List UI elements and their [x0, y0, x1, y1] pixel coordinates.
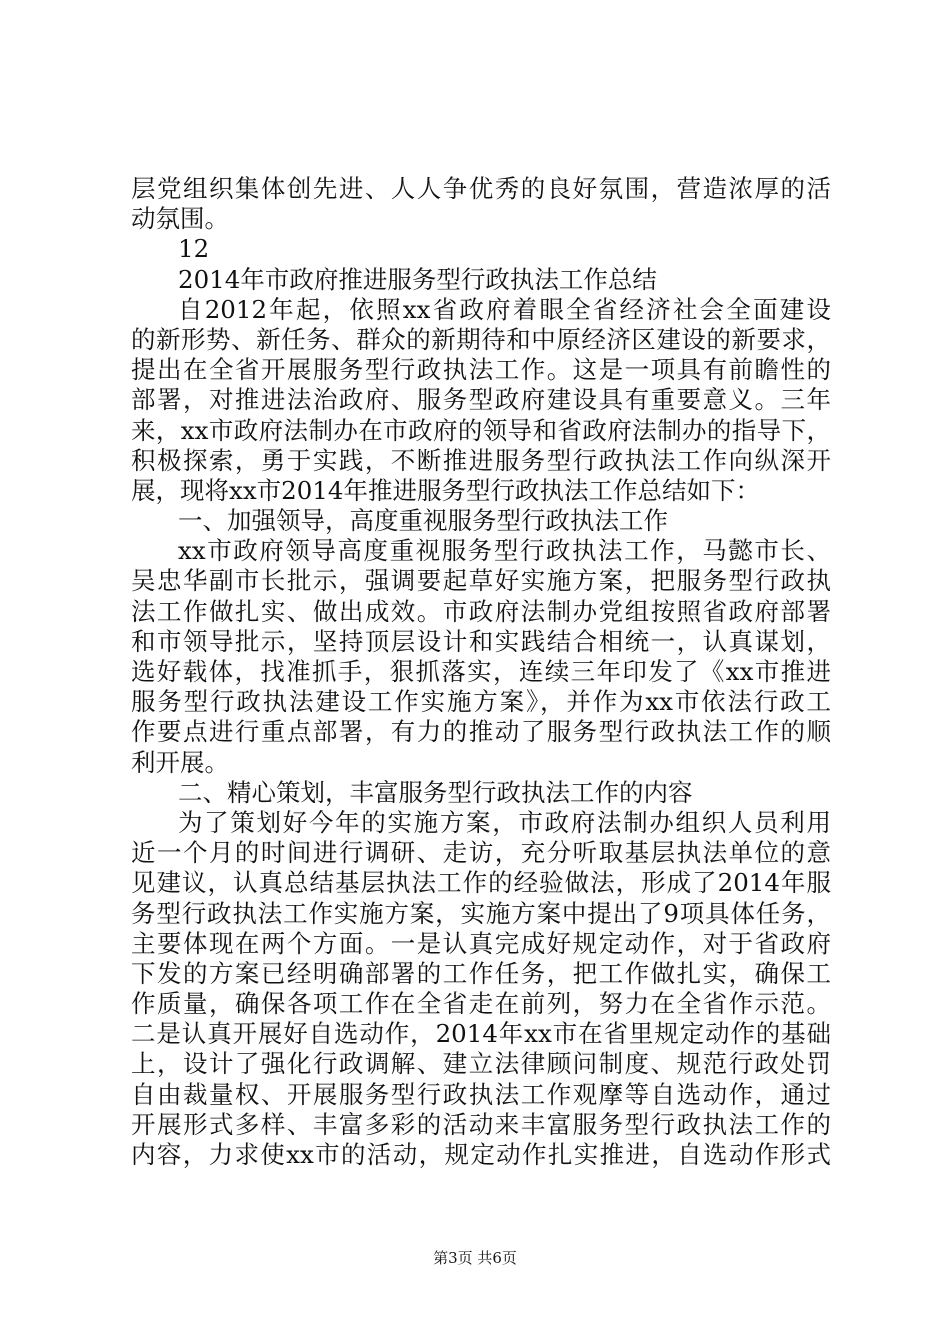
text-line: 二是认真开展好自选动作，2014年xx市在省里规定动作的基础 [131, 1019, 831, 1049]
text-line: 主要体现在两个方面。一是认真完成好规定动作，对于省政府 [131, 928, 831, 958]
text-line: 部署，对推进法治政府、服务型政府建设具有重要意义。三年 [131, 385, 831, 415]
text-line: 动氛围。 [131, 204, 229, 234]
text-line: 积极探索，勇于实践，不断推进服务型行政执法工作向纵深开 [131, 445, 831, 475]
text-line: 提出在全省开展服务型行政执法工作。这是一项具有前瞻性的 [131, 355, 831, 385]
text-line: 来，xx市政府法制办在市政府的领导和省政府法制办的指导下， [131, 415, 831, 445]
text-line: 自2012年起，依照xx省政府着眼全省经济社会全面建设 [178, 294, 831, 324]
text-line: 开展形式多样、丰富多彩的活动来丰富服务型行政执法工作的 [131, 1109, 831, 1139]
text-line: 下发的方案已经明确部署的工作任务，把工作做扎实，确保工 [131, 958, 831, 988]
text-line: 内容，力求使xx市的活动，规定动作扎实推进，自选动作形式 [131, 1140, 831, 1169]
document-body [131, 174, 831, 1170]
text-line: 吴忠华副市长批示，强调要起草好实施方案，把服务型行政执 [131, 566, 831, 596]
text-line: 作质量，确保各项工作在全省走在前列，努力在全省作示范。 [131, 989, 831, 1019]
text-line: 务型行政执法工作实施方案，实施方案中提出了9项具体任务， [131, 898, 831, 928]
text-line: 12 [178, 234, 210, 264]
text-line: 选好载体，找准抓手，狠抓落实，连续三年印发了《xx市推进 [131, 657, 831, 686]
text-line: 为了策划好今年的实施方案，市政府法制办组织人员利用 [178, 807, 831, 837]
text-line: 服务型行政执法建设工作实施方案》，并作为xx市依法行政工 [131, 687, 831, 717]
text-line: 近一个月的时间进行调研、走访，充分听取基层执法单位的意 [131, 838, 831, 868]
text-line: xx市政府领导高度重视服务型行政执法工作，马懿市长、 [178, 536, 831, 566]
text-line: 法工作做扎实、做出成效。市政府法制办党组按照省政府部署 [131, 596, 831, 626]
text-line: 见建议，认真总结基层执法工作的经验做法，形成了2014年服 [131, 868, 831, 898]
text-line: 上，设计了强化行政调解、建立法律顾问制度、规范行政处罚 [131, 1049, 831, 1079]
text-line: 和市领导批示，坚持顶层设计和实践结合相统一，认真谋划， [131, 626, 831, 656]
text-line: 利开展。 [131, 747, 229, 777]
text-line: 一、加强领导，高度重视服务型行政执法工作 [178, 506, 668, 536]
text-line: 展，现将xx市2014年推进服务型行政执法工作总结如下： [131, 475, 760, 505]
text-line: 2014年市政府推进服务型行政执法工作总结 [178, 264, 657, 294]
text-line: 自由裁量权、开展服务型行政执法工作观摩等自选动作，通过 [131, 1079, 831, 1109]
text-line: 层党组织集体创先进、人人争优秀的良好氛围，营造浓厚的活 [131, 174, 831, 203]
page-footer: 第3页 共6页 [433, 1249, 517, 1267]
text-line: 的新形势、新任务、群众的新期待和中原经济区建设的新要求， [131, 324, 831, 354]
text-line: 作要点进行重点部署，有力的推动了服务型行政执法工作的顺 [131, 717, 831, 747]
text-line: 二、精心策划，丰富服务型行政执法工作的内容 [178, 777, 693, 807]
